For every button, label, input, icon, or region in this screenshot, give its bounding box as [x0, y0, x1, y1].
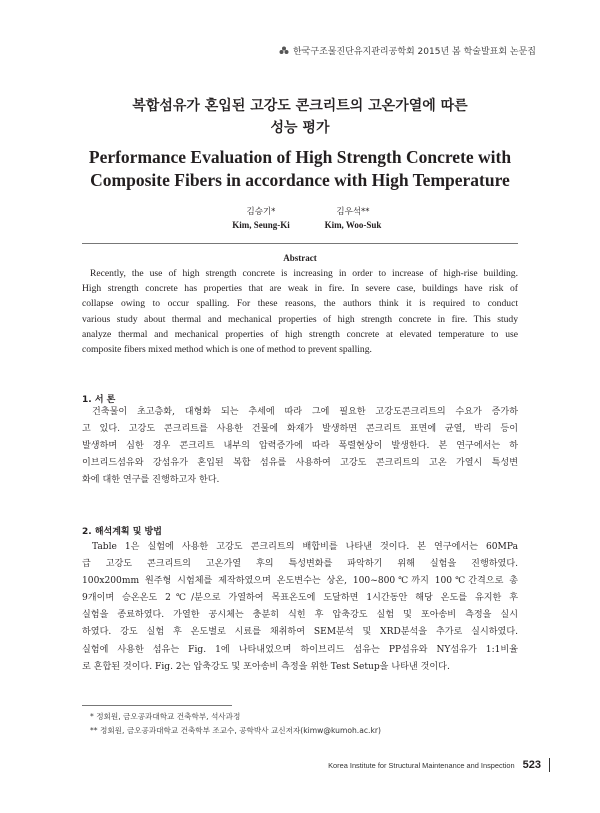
section-1-line: 발생하며 심한 경우 콘크리트 내부의 압력증가에 따라 폭렬현상이 발생한다. 본 연구에서는 하	[82, 441, 518, 452]
title-english	[50, 146, 550, 192]
journal-header-text: 한국구조물진단유지관리공학회 2015년 봄 학술발표회 논문집	[292, 47, 536, 57]
title-korean-line-1: 복합섬유가 혼입된 고강도 콘크리트의 고온가열에 따른	[132, 98, 468, 114]
section-2-line: 하였다. 강도 실험 후 온도별로 시료를 채취하여 SEM분석 및 XRD분석을 추가로 실시하였다.	[82, 627, 518, 638]
title-korean	[60, 95, 540, 139]
section-2-line: 100x200mm 원주형 시험체를 제작하였으며 온도변수는 상온, 100~800℃까지 100℃간격으로 총	[82, 576, 518, 587]
section-2-line: 로 혼합된 것이다. Fig. 2는 압축강도 및 포아송비 측정을 위한 Test Setup을 나타낸 것이다.	[82, 661, 450, 672]
section-2-line: 실험에 사용한 섬유는 Fig. 1에 나타내었으며 하이브리드 섬유는 PP섬유와 NY섬유가 1:1비율	[82, 644, 518, 655]
section-2-line: 급 고강도 콘크리트의 고온가열 후의 특성변화를 파악하기 위해 실험을 진행하였다.	[82, 559, 518, 570]
title-divider	[82, 243, 518, 244]
author-2-korean-name: 김우석**	[336, 207, 370, 217]
author-2	[293, 206, 413, 232]
abstract-line: various study about thermal and mechanical properties of high strength concrete in fire. This study	[82, 313, 518, 325]
author-1-korean-name: 김승기*	[246, 207, 276, 217]
journal-header	[279, 44, 536, 57]
footer-institution: Korea Institute for Structural Maintenance and Inspection	[328, 760, 515, 770]
section-1-line: 화에 대한 연구를 진행하고자 한다.	[82, 475, 220, 486]
section-2-line: 실험을 종료하였다. 가열한 공시체는 충분히 식힌 후 압축강도 실험 및 포아송비 측정을 실시	[82, 610, 518, 621]
footnote-1: * 정회원, 금오공과대학교 건축학부, 석사과정	[90, 712, 241, 721]
section-1-body	[82, 404, 518, 489]
abstract-line: Recently, the use of high strength concrete is increasing in order to increase of high-rise building.	[90, 268, 518, 279]
section-2-body	[82, 539, 518, 676]
title-english-line-1: Performance Evaluation of High Strength Concrete with	[88, 147, 512, 167]
author-2-english-name: Kim, Woo-Suk	[324, 220, 382, 230]
abstract-line: analyze thermal and mechanical properties of high strength concrete at elevated temperature to use	[82, 328, 518, 340]
page-footer	[328, 758, 550, 772]
section-2-line: Table 1은 실험에 사용한 고강도 콘크리트의 배합비를 나타낸 것이다. 본 연구에서는 60MPa	[92, 542, 518, 552]
section-2-heading: 2. 해석계획 및 방법	[82, 527, 162, 537]
section-1-heading: 1. 서 론	[82, 395, 116, 405]
author-list	[0, 206, 600, 236]
bullet-flower-icon	[279, 46, 289, 56]
abstract-heading: Abstract	[283, 253, 317, 263]
abstract-line: collapse owing to occur spalling. For these reasons, the authors think it is required to conduct	[82, 298, 518, 310]
abstract-line: composite fibers mixed method which is one of method to prevent spalling.	[82, 344, 372, 356]
abstract-body	[82, 266, 518, 357]
footnote-2: ** 정회원, 금오공과대학교 건축학부 조교수, 공학박사 교신저자(kimw@kumoh.ac.kr)	[90, 726, 381, 735]
section-2-line: 9개이며 승온온도 2℃/분으로 가열하여 목표온도에 도달하면 1시간동안 해당 온도를 유지한 후	[82, 593, 518, 604]
section-1-line: 이브리드섬유와 강섬유가 혼입된 복합 섬유를 사용하여 고강도 콘크리트의 고온 가열시 특성변	[82, 458, 518, 469]
title-english-line-2: Composite Fibers in accordance with High Temperature	[90, 170, 510, 190]
title-korean-line-2: 성능 평가	[270, 120, 330, 136]
page-number: 523	[522, 759, 541, 771]
footnote-divider	[82, 705, 232, 706]
section-1-line: 건축물이 초고층화, 대형화 되는 추세에 따라 그에 필요한 고강도콘크리트의 수요가 증가하	[92, 407, 518, 417]
abstract-line: High strength concrete has properties that are weak in fire. In severe case, buildings have risk of	[82, 283, 518, 295]
section-1-line: 고 있다. 고강도 콘크리트를 사용한 건물에 화재가 발생하면 콘크리트 표면에 균열, 박리 등이	[82, 424, 518, 435]
footer-divider	[549, 758, 550, 772]
author-1-english-name: Kim, Seung-Ki	[232, 220, 290, 230]
